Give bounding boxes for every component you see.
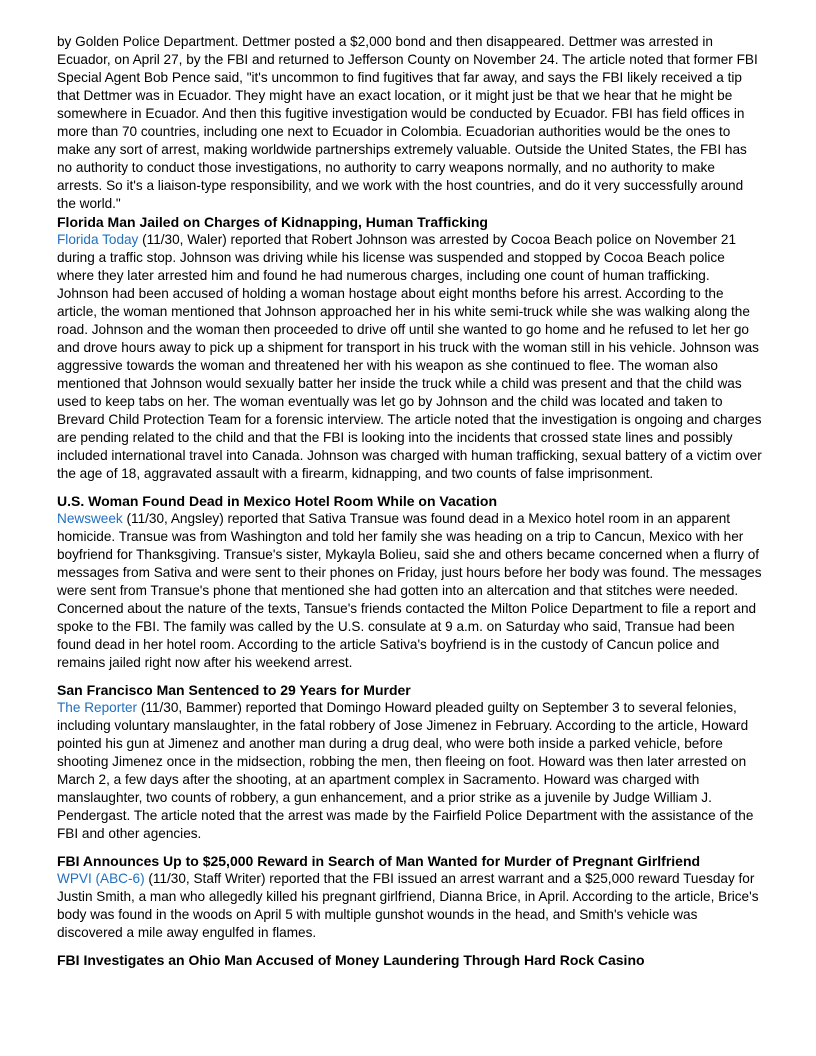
source-link[interactable]: The Reporter <box>57 700 138 715</box>
article-san-francisco-man <box>57 681 762 843</box>
article-headline: Florida Man Jailed on Charges of Kidnapping, Human Trafficking <box>57 214 488 230</box>
article-florida-man <box>57 213 762 483</box>
article-ohio-man <box>57 951 762 969</box>
document-page <box>57 33 762 978</box>
article-us-woman <box>57 492 762 672</box>
source-link[interactable]: Newsweek <box>57 511 123 526</box>
article-text: (11/30, Staff Writer) reported that the FBI issued an arrest warrant and a $25,000 reward Tuesday for Justin Smith, a man who allegedly killed his pregnant girlfriend, Dianna Brice, in April. According to the article, Brice's body was found in the woods on April 5 with multiple gunshot wounds in the head, and Smith's vehicle was discovered a mile away engulfed in flames. <box>57 871 759 940</box>
source-link[interactable]: WPVI (ABC-6) <box>57 871 145 886</box>
article-text: (11/30, Bammer) reported that Domingo Howard pleaded guilty on September 3 to several felonies, including voluntary manslaughter, in the fatal robbery of Jose Jimenez in February. According to the article, Howard pointed his gun at Jimenez and another man during a drug deal, who were both inside a parked vehicle, before shooting Jimenez once in the midsection, robbing the men, then fleeing on foot. Howard was then later arrested on March 2, a few days after the shooting, at an apartment complex in Sacramento. Howard was charged with manslaughter, two counts of robbery, a gun enhancement, and a prior strike as a juvenile by Judge William J. Pendergast. The article noted that the arrest was made by the Fairfield Police Department with the assistance of the FBI and other agencies. <box>57 700 754 841</box>
article-headline: U.S. Woman Found Dead in Mexico Hotel Room While on Vacation <box>57 493 497 509</box>
article-fbi-reward <box>57 852 762 942</box>
article-headline: FBI Announces Up to $25,000 Reward in Search of Man Wanted for Murder of Pregnant Girlfriend <box>57 853 701 869</box>
article-headline: FBI Investigates an Ohio Man Accused of Money Laundering Through Hard Rock Casino <box>57 952 645 968</box>
continuation-paragraph: by Golden Police Department. Dettmer posted a $2,000 bond and then disappeared. Dettmer was arrested in Ecuador, on April 27, by the FBI and returned to Jefferson County on November 24. The article noted that former FBI Special Agent Bob Pence said, "it's uncommon to find fugitives that far away, and says the FBI likely received a tip that Dettmer was in Ecuador. They might have an exact location, or it might just be that we hear that he might be somewhere in Ecuador. And then this fugitive investigation would be conducted by Ecuador. FBI has field offices in more than 70 countries, including one next to Ecuador in Colombia. Ecuadorian authorities would be the ones to make any sort of arrest, making worldwide partnerships extremely valuable. Outside the United States, the FBI has no authority to conduct those investigations, no authority to carry weapons normally, and no authority to make arrests. So it's a liaison-type responsibility, and we work with the host countries, and do it very successfully around the world." <box>57 34 758 211</box>
article-body <box>57 870 762 942</box>
article-text: (11/30, Angsley) reported that Sativa Transue was found dead in a Mexico hotel room in an apparent homicide. Transue was from Washington and told her family she was heading on a trip to Cancun, Mexico with her boyfriend for Thanksgiving. Transue's sister, Mykayla Bolieu, said she and others became concerned when a flurry of messages from Sativa and were sent to their phones on Friday, just hours before her body was found. The messages were sent from Transue's phone that mentioned she had gotten into an altercation and that stitches were needed. Concerned about the nature of the texts, Tansue's friends contacted the Milton Police Department to file a report and spoke to the FBI. The family was called by the U.S. consulate at 9 a.m. on Saturday who said, Transue had been found dead in her hotel room. According to the article Sativa's boyfriend is in the custody of Cancun police and remains jailed right now after his weekend arrest. <box>57 511 762 670</box>
article-body <box>57 510 762 672</box>
article-body <box>57 699 762 843</box>
article-body <box>57 231 762 483</box>
source-link[interactable]: Florida Today <box>57 232 139 247</box>
article-headline: San Francisco Man Sentenced to 29 Years for Murder <box>57 682 411 698</box>
article-text: (11/30, Waler) reported that Robert Johnson was arrested by Cocoa Beach police on November 21 during a traffic stop. Johnson was driving while his license was suspended and stopped by Cocoa Beach police where they later arrested him and found he had numerous charges, including one count of human trafficking. Johnson had been accused of holding a woman hostage about eight months before his arrest. According to the article, the woman mentioned that Johnson approached her in his white semi-truck while she was walking along the road. Johnson and the woman then proceeded to drive off until she wanted to go home and he refused to let her go and drove hours away to pick up a shipment for transport in his truck with the woman still in his vehicle. Johnson was aggressive towards the woman and threatened her with his weapon as she continued to flee. The woman also mentioned that Johnson would sexually batter her inside the truck while a child was present and that the child was used to keep tabs on her. The woman eventually was let go by Johnson and the child was located and taken to Brevard Child Protection Team for a forensic interview. The article noted that the investigation is ongoing and charges are pending related to the child and that the FBI is looking into the incidents that crossed state lines and possibly included international travel into Canada. Johnson was charged with human trafficking, sexual battery of a victim over the age of 18, aggravated assault with a firearm, kidnapping, and two counts of false imprisonment. <box>57 232 762 481</box>
